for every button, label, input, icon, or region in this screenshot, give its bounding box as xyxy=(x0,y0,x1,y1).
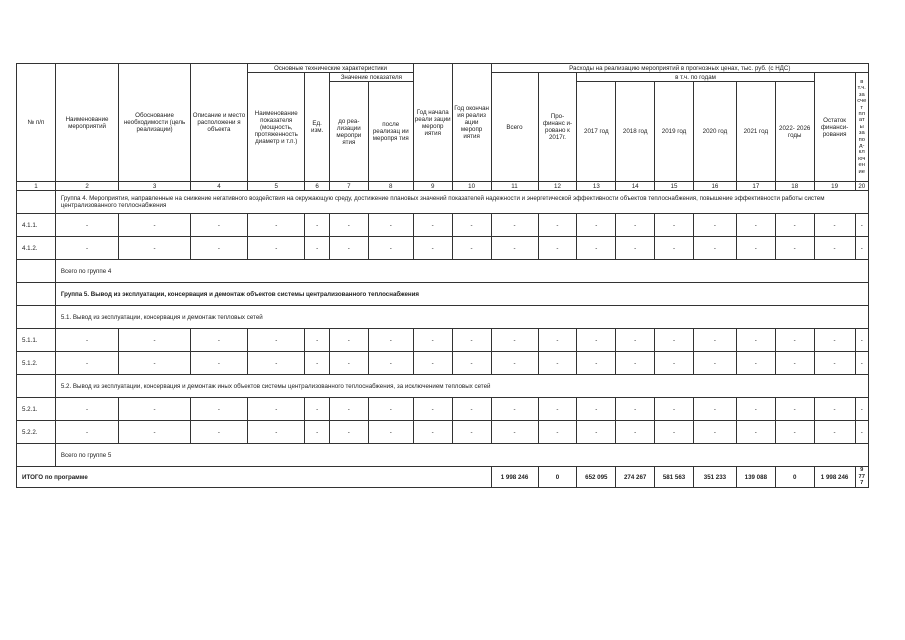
dash-cell: - xyxy=(305,237,330,260)
row-number: 5.2.1. xyxy=(17,398,56,421)
group5-total: Всего по группе 5 xyxy=(55,444,868,467)
dash-cell: - xyxy=(329,329,368,352)
header-col-remaining: Остаток финанси- рования xyxy=(814,73,855,182)
dash-cell: - xyxy=(736,421,775,444)
col-number: 6 xyxy=(305,182,330,191)
header-col-before: до реа- лизации меропри ятия xyxy=(329,82,368,182)
col-number: 4 xyxy=(190,182,247,191)
dash-cell: - xyxy=(452,237,491,260)
dash-cell: - xyxy=(814,214,855,237)
dash-cell: - xyxy=(538,398,577,421)
dash-cell: - xyxy=(814,237,855,260)
group5-sub2-title: 5.2. Вывод из эксплуатации, консервация и демонтаж иных объектов системы централизованного теплоснабжения, за исключением тепловых сетей xyxy=(55,375,868,398)
dash-cell: - xyxy=(736,214,775,237)
col-number: 9 xyxy=(413,182,452,191)
dash-cell: - xyxy=(305,352,330,375)
table-row xyxy=(17,329,869,352)
dash-cell: - xyxy=(55,214,118,237)
header-col-2020: 2020 год xyxy=(693,82,736,182)
dash-cell: - xyxy=(329,398,368,421)
dash-cell: - xyxy=(413,329,452,352)
dash-cell: - xyxy=(119,329,191,352)
dash-cell: - xyxy=(248,329,305,352)
dash-cell: - xyxy=(855,398,868,421)
dash-cell: - xyxy=(413,237,452,260)
dash-cell: - xyxy=(329,421,368,444)
header-col-2021: 2021 год xyxy=(736,82,775,182)
dash-cell: - xyxy=(413,398,452,421)
dash-cell: - xyxy=(655,352,694,375)
dash-cell: - xyxy=(368,237,413,260)
dash-cell: - xyxy=(736,329,775,352)
header-col-end-year: Год окончан ия реализ ации меропр иятия xyxy=(452,64,491,182)
program-total-2020: 351 233 xyxy=(693,467,736,488)
dash-cell: - xyxy=(452,398,491,421)
dash-cell: - xyxy=(329,237,368,260)
program-total-sum: 1 998 246 xyxy=(491,467,538,488)
empty-cell xyxy=(17,306,56,329)
program-total-2022-2026: 0 xyxy=(775,467,814,488)
table-row xyxy=(17,352,869,375)
program-total-2018: 274 267 xyxy=(616,467,655,488)
header-col-2022-2026: 2022- 2026 годы xyxy=(775,82,814,182)
dash-cell: - xyxy=(248,421,305,444)
dash-cell: - xyxy=(491,237,538,260)
empty-cell xyxy=(17,283,56,306)
dash-cell: - xyxy=(119,214,191,237)
col-number: 16 xyxy=(693,182,736,191)
investment-program-table-sheet xyxy=(16,63,869,488)
dash-cell: - xyxy=(190,352,247,375)
header-col-2017: 2017 год xyxy=(577,82,616,182)
empty-cell xyxy=(17,191,56,214)
dash-cell: - xyxy=(413,421,452,444)
dash-cell: - xyxy=(190,237,247,260)
row-number: 5.1.2. xyxy=(17,352,56,375)
header-col-2019: 2019 год xyxy=(655,82,694,182)
dash-cell: - xyxy=(855,421,868,444)
dash-cell: - xyxy=(413,352,452,375)
dash-cell: - xyxy=(119,352,191,375)
dash-cell: - xyxy=(655,398,694,421)
dash-cell: - xyxy=(248,237,305,260)
dash-cell: - xyxy=(693,329,736,352)
dash-cell: - xyxy=(577,329,616,352)
dash-cell: - xyxy=(329,214,368,237)
col-number: 11 xyxy=(491,182,538,191)
col-number: 8 xyxy=(368,182,413,191)
dash-cell: - xyxy=(491,214,538,237)
header-expense-group: Расходы на реализацию мероприятий в прогнозных ценах, тыс. руб. (с НДС) xyxy=(491,64,869,73)
table-row xyxy=(17,214,869,237)
dash-cell: - xyxy=(305,398,330,421)
dash-cell: - xyxy=(329,352,368,375)
empty-cell xyxy=(17,444,56,467)
dash-cell: - xyxy=(775,421,814,444)
program-total-remaining: 1 998 246 xyxy=(814,467,855,488)
dash-cell: - xyxy=(248,214,305,237)
dash-cell: - xyxy=(775,398,814,421)
program-total-connection-fee: 9 77 7 xyxy=(855,467,868,488)
header-col-description: Описание и место расположени я объекта xyxy=(190,64,247,182)
col-number: 10 xyxy=(452,182,491,191)
dash-cell: - xyxy=(248,398,305,421)
dash-cell: - xyxy=(577,352,616,375)
dash-cell: - xyxy=(616,352,655,375)
dash-cell: - xyxy=(55,398,118,421)
dash-cell: - xyxy=(305,214,330,237)
col-number: 5 xyxy=(248,182,305,191)
col-number: 13 xyxy=(577,182,616,191)
dash-cell: - xyxy=(190,214,247,237)
header-value-group: Значение показателя xyxy=(329,73,413,82)
dash-cell: - xyxy=(55,329,118,352)
program-total-2019: 581 563 xyxy=(655,467,694,488)
header-col-number: № п/п xyxy=(17,64,56,182)
dash-cell: - xyxy=(616,237,655,260)
program-total-2021: 139 088 xyxy=(736,467,775,488)
dash-cell: - xyxy=(452,214,491,237)
dash-cell: - xyxy=(368,329,413,352)
dash-cell: - xyxy=(491,352,538,375)
dash-cell: - xyxy=(452,329,491,352)
col-number: 17 xyxy=(736,182,775,191)
dash-cell: - xyxy=(616,329,655,352)
col-number: 3 xyxy=(119,182,191,191)
table-row xyxy=(17,421,869,444)
dash-cell: - xyxy=(655,329,694,352)
dash-cell: - xyxy=(693,214,736,237)
dash-cell: - xyxy=(775,214,814,237)
dash-cell: - xyxy=(491,421,538,444)
header-col-rationale: Обоснование необходимости (цель реализации) xyxy=(119,64,191,182)
group5-sub1-title: 5.1. Вывод из эксплуатации, консервация и демонтаж тепловых сетей xyxy=(55,306,868,329)
dash-cell: - xyxy=(368,214,413,237)
dash-cell: - xyxy=(814,421,855,444)
dash-cell: - xyxy=(855,329,868,352)
dash-cell: - xyxy=(855,352,868,375)
dash-cell: - xyxy=(452,352,491,375)
dash-cell: - xyxy=(577,398,616,421)
group4-title: Группа 4. Мероприятия, направленные на снижение негативного воздействия на окружающую среду, достижение плановых значений показателей надежности и энергетической эффективности объектов теплоснабжения, повышение эффективности работы систем централизованного теплоснабжения xyxy=(55,191,868,214)
empty-cell xyxy=(17,375,56,398)
dash-cell: - xyxy=(538,421,577,444)
dash-cell: - xyxy=(368,398,413,421)
header-col-unit: Ед. изм. xyxy=(305,73,330,182)
dash-cell: - xyxy=(119,237,191,260)
dash-cell: - xyxy=(190,398,247,421)
dash-cell: - xyxy=(55,352,118,375)
dash-cell: - xyxy=(190,421,247,444)
dash-cell: - xyxy=(538,214,577,237)
header-col-name: Наименование мероприятий xyxy=(55,64,118,182)
dash-cell: - xyxy=(305,421,330,444)
header-tech-group: Основные технические характеристики xyxy=(248,64,414,73)
row-number: 4.1.1. xyxy=(17,214,56,237)
group5-title: Группа 5. Вывод из эксплуатации, консервация и демонтаж объектов системы централизованного теплоснабжения xyxy=(55,283,868,306)
col-number: 15 xyxy=(655,182,694,191)
dash-cell: - xyxy=(538,329,577,352)
dash-cell: - xyxy=(616,398,655,421)
col-number: 14 xyxy=(616,182,655,191)
dash-cell: - xyxy=(814,352,855,375)
dash-cell: - xyxy=(248,352,305,375)
col-number: 7 xyxy=(329,182,368,191)
header-col-start-year: Год начала реали зации меропр иятия xyxy=(413,64,452,182)
dash-cell: - xyxy=(538,237,577,260)
dash-cell: - xyxy=(655,237,694,260)
header-col-indicator: Наименование показателя (мощность, протяженность диаметр и т.п.) xyxy=(248,73,305,182)
empty-cell xyxy=(17,260,56,283)
dash-cell: - xyxy=(814,329,855,352)
table-row xyxy=(17,398,869,421)
program-total-row xyxy=(17,467,869,488)
column-number-row xyxy=(17,182,869,191)
row-number: 4.1.2. xyxy=(17,237,56,260)
dash-cell: - xyxy=(855,214,868,237)
dash-cell: - xyxy=(577,214,616,237)
dash-cell: - xyxy=(693,421,736,444)
dash-cell: - xyxy=(775,352,814,375)
dash-cell: - xyxy=(855,237,868,260)
dash-cell: - xyxy=(538,352,577,375)
dash-cell: - xyxy=(55,421,118,444)
dash-cell: - xyxy=(305,329,330,352)
dash-cell: - xyxy=(452,421,491,444)
row-number: 5.1.1. xyxy=(17,329,56,352)
col-number: 19 xyxy=(814,182,855,191)
header-years-group: в т.ч. по годам xyxy=(577,73,814,82)
table-row xyxy=(17,237,869,260)
dash-cell: - xyxy=(616,214,655,237)
header-col-prefinanced: Про- финанс и- ровано к 2017г. xyxy=(538,73,577,182)
dash-cell: - xyxy=(368,421,413,444)
dash-cell: - xyxy=(190,329,247,352)
col-number: 12 xyxy=(538,182,577,191)
dash-cell: - xyxy=(119,421,191,444)
dash-cell: - xyxy=(491,398,538,421)
dash-cell: - xyxy=(655,421,694,444)
dash-cell: - xyxy=(736,398,775,421)
dash-cell: - xyxy=(736,237,775,260)
header-col-total: Всего xyxy=(491,73,538,182)
header-col-2018: 2018 год xyxy=(616,82,655,182)
dash-cell: - xyxy=(775,329,814,352)
dash-cell: - xyxy=(119,398,191,421)
dash-cell: - xyxy=(655,214,694,237)
dash-cell: - xyxy=(577,237,616,260)
col-number: 20 xyxy=(855,182,868,191)
group4-total: Всего по группе 4 xyxy=(55,260,868,283)
dash-cell: - xyxy=(491,329,538,352)
dash-cell: - xyxy=(55,237,118,260)
col-number: 2 xyxy=(55,182,118,191)
investment-program-table xyxy=(16,63,869,488)
dash-cell: - xyxy=(693,237,736,260)
col-number: 18 xyxy=(775,182,814,191)
dash-cell: - xyxy=(814,398,855,421)
dash-cell: - xyxy=(693,352,736,375)
dash-cell: - xyxy=(775,237,814,260)
dash-cell: - xyxy=(368,352,413,375)
header-col-connection-fee: в т.ч. за счет пл ат ы за по д- кл юч ен ие xyxy=(855,73,868,182)
dash-cell: - xyxy=(736,352,775,375)
program-total-label: ИТОГО по программе xyxy=(17,467,492,488)
dash-cell: - xyxy=(577,421,616,444)
col-number: 1 xyxy=(17,182,56,191)
dash-cell: - xyxy=(616,421,655,444)
dash-cell: - xyxy=(693,398,736,421)
dash-cell: - xyxy=(413,214,452,237)
row-number: 5.2.2. xyxy=(17,421,56,444)
program-total-2017: 652 095 xyxy=(577,467,616,488)
program-total-prefinanced: 0 xyxy=(538,467,577,488)
header-col-after: после реализац ии меропря тия xyxy=(368,82,413,182)
